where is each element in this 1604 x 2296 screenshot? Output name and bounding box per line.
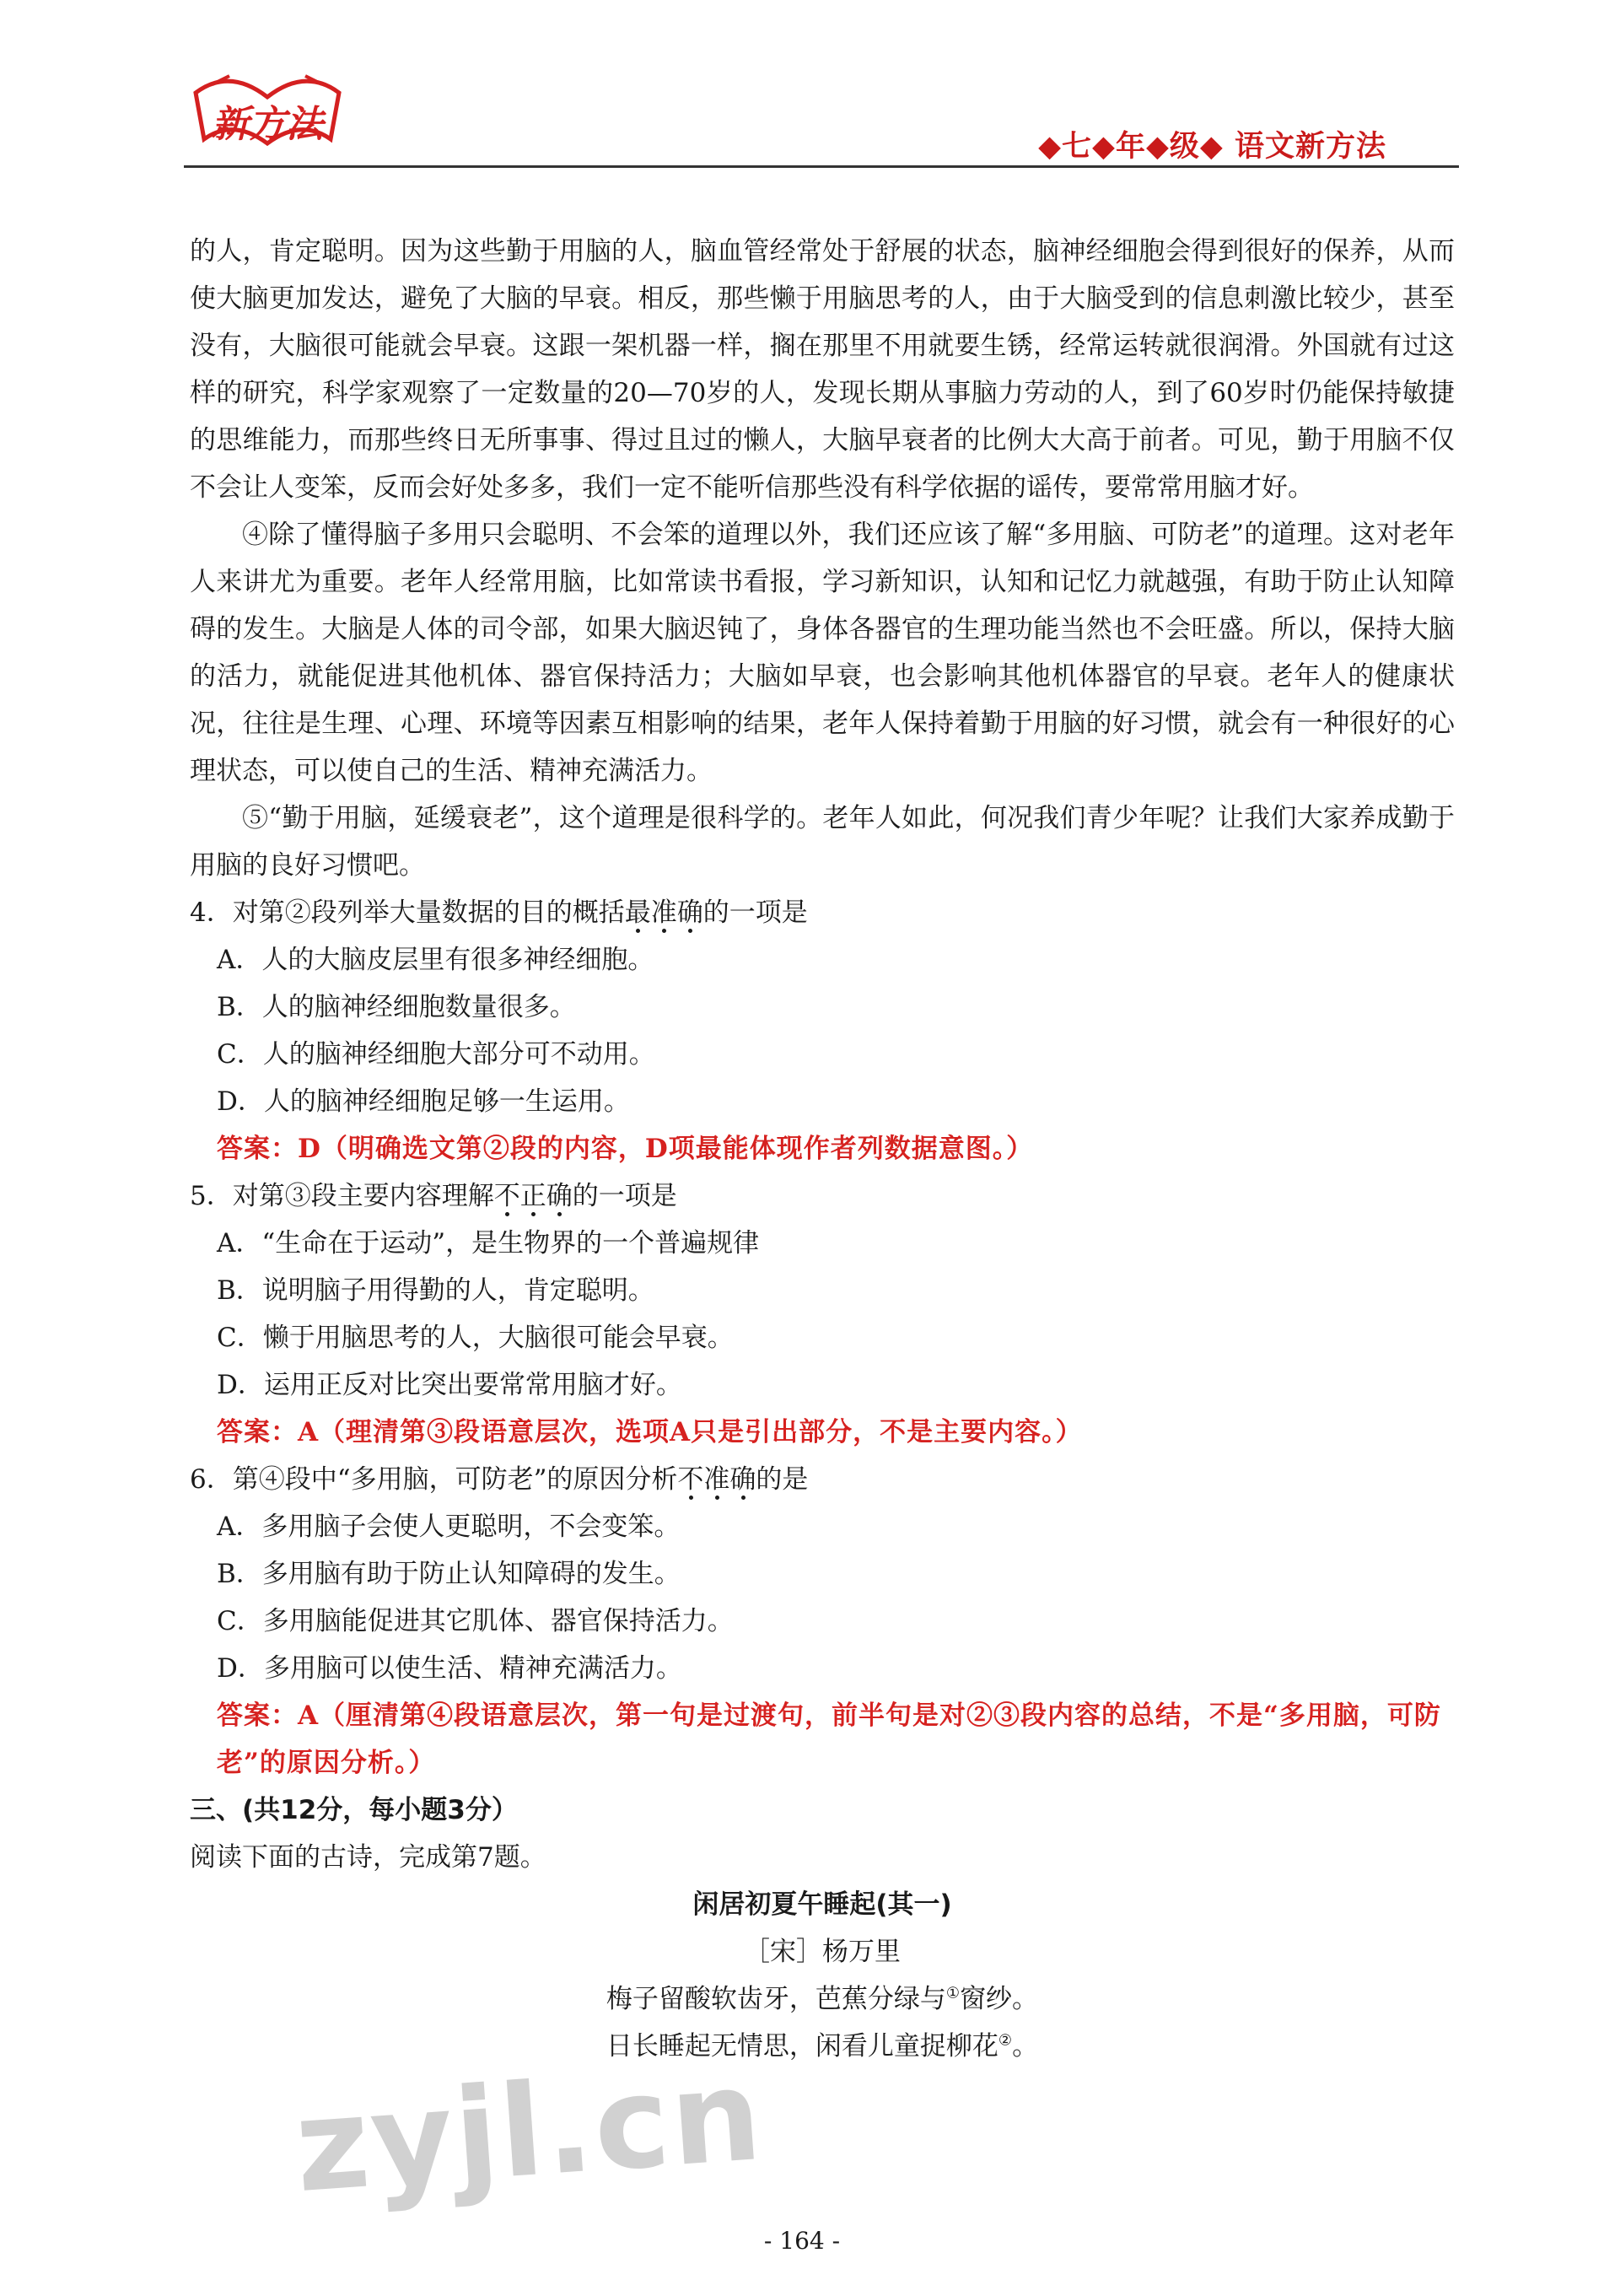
poem-author: ［宋］杨万里 — [744, 1937, 901, 1967]
question-5-answer: 答案：A（理清第③段语意层次，选项A只是引出部分，不是主要内容。） — [217, 1417, 1083, 1447]
logo — [179, 59, 356, 169]
question-5: 5．对第③段主要内容理解不正确的一项是 — [190, 1181, 677, 1211]
footnote-1-marker: ① — [945, 1984, 961, 2002]
watermark: zyjl.cn — [290, 2041, 768, 2222]
question-4-option-b: B．人的脑神经细胞数量很多。 — [217, 992, 576, 1022]
question-5-option-b: B．说明脑子用得勤的人，肯定聪明。 — [217, 1275, 654, 1306]
question-5-option-a: A．“生命在于运动”，是生物界的一个普遍规律 — [217, 1228, 760, 1258]
question-6-option-d: D．多用脑可以使生活、精神充满活力。 — [217, 1653, 682, 1684]
header-divider — [184, 165, 1459, 168]
question-6-option-b: B．多用脑有助于防止认知障碍的发生。 — [217, 1559, 681, 1589]
paragraph-5: ⑤“勤于用脑，延缓衰老”，这个道理是很科学的。老年人如此，何况我们青少年呢？让我们大家养成勤于用脑的良好习惯吧。 — [190, 803, 1455, 881]
header-title: ◆七◆年◆级◆ 语文新方法 — [1038, 130, 1386, 164]
question-6-answer: 答案：A（厘清第④段语意层次，第一句是过渡句，前半句是对②③段内容的总结，不是“多用脑，可防老”的原因分析。） — [217, 1700, 1441, 1778]
question-6: 6．第④段中“多用脑，可防老”的原因分析不准确的是 — [190, 1464, 809, 1495]
question-4-answer: 答案：D（明确选文第②段的内容，D项最能体现作者列数据意图。） — [217, 1134, 1034, 1164]
question-6-option-a: A．多用脑子会使人更聪明，不会变笨。 — [217, 1512, 681, 1542]
question-4-option-d: D．人的脑神经细胞足够一生运用。 — [217, 1086, 630, 1117]
logo-text: 新方法 — [212, 103, 323, 146]
section-3-heading: 三、(共12分，每小题3分） — [190, 1795, 518, 1825]
page-number: - 164 - — [763, 2227, 841, 2255]
question-5-option-c: C．懒于用脑思考的人，大脑很可能会早衰。 — [217, 1323, 734, 1353]
poem-line-1: 梅子留酸软齿牙，芭蕉分绿与①窗纱。 — [606, 1984, 1039, 2014]
question-6-option-c: C．多用脑能促进其它肌体、器官保持活力。 — [217, 1606, 734, 1636]
content — [190, 228, 1455, 2070]
question-4: 4．对第②段列举大量数据的目的概括最准确的一项是 — [190, 897, 808, 928]
paragraph-3-continued: 的人，肯定聪明。因为这些勤于用脑的人，脑血管经常处于舒展的状态，脑神经细胞会得到很好的保养，从而使大脑更加发达，避免了大脑的早衰。相反，那些懒于用脑思考的人，由于大脑受到的信息刺激比较少，甚至没有，大脑很可能就会早衰。这跟一架机器一样，搁在那里不用就要生锈，经常运转就很润滑。外国就有过这样的研究，科学家观察了一定数量的20—70岁的人，发现长期从事脑力劳动的人，到了60岁时仍能保持敏捷的思维能力，而那些终日无所事事、得过且过的懒人，大脑早衰者的比例大大高于前者。可见，勤于用脑不仅不会让人变笨，反而会好处多多，我们一定不能听信那些没有科学依据的谣传，要常常用脑才好。 — [190, 236, 1455, 503]
question-4-option-a: A．人的大脑皮层里有很多神经细胞。 — [217, 945, 654, 975]
question-4-option-c: C．人的脑神经细胞大部分可不动用。 — [217, 1039, 655, 1070]
paragraph-4: ④除了懂得脑子多用只会聪明、不会笨的道理以外，我们还应该了解“多用脑、可防老”的道理。这对老年人来讲尤为重要。老年人经常用脑，比如常读书看报，学习新知识，认知和记忆力就越强，有助于防止认知障碍的发生。大脑是人体的司令部，如果大脑迟钝了，身体各器官的生理功能当然也不会旺盛。所以，保持大脑的活力，就能促进其他机体、器官保持活力；大脑如早衰，也会影响其他机体器官的早衰。老年人的健康状况，往往是生理、心理、环境等因素互相影响的结果，老年人保持着勤于用脑的好习惯，就会有一种很好的心理状态，可以使自己的生活、精神充满活力。 — [190, 520, 1455, 786]
poem-line-2: 日长睡起无情思，闲看儿童捉柳花②。 — [606, 2031, 1039, 2062]
poem-title: 闲居初夏午睡起(其一) — [692, 1889, 952, 1920]
footnote-2-marker: ② — [998, 2031, 1013, 2050]
question-5-option-d: D．运用正反对比突出要常常用脑才好。 — [217, 1370, 682, 1400]
section-3-instruction: 阅读下面的古诗，完成第7题。 — [190, 1842, 546, 1873]
